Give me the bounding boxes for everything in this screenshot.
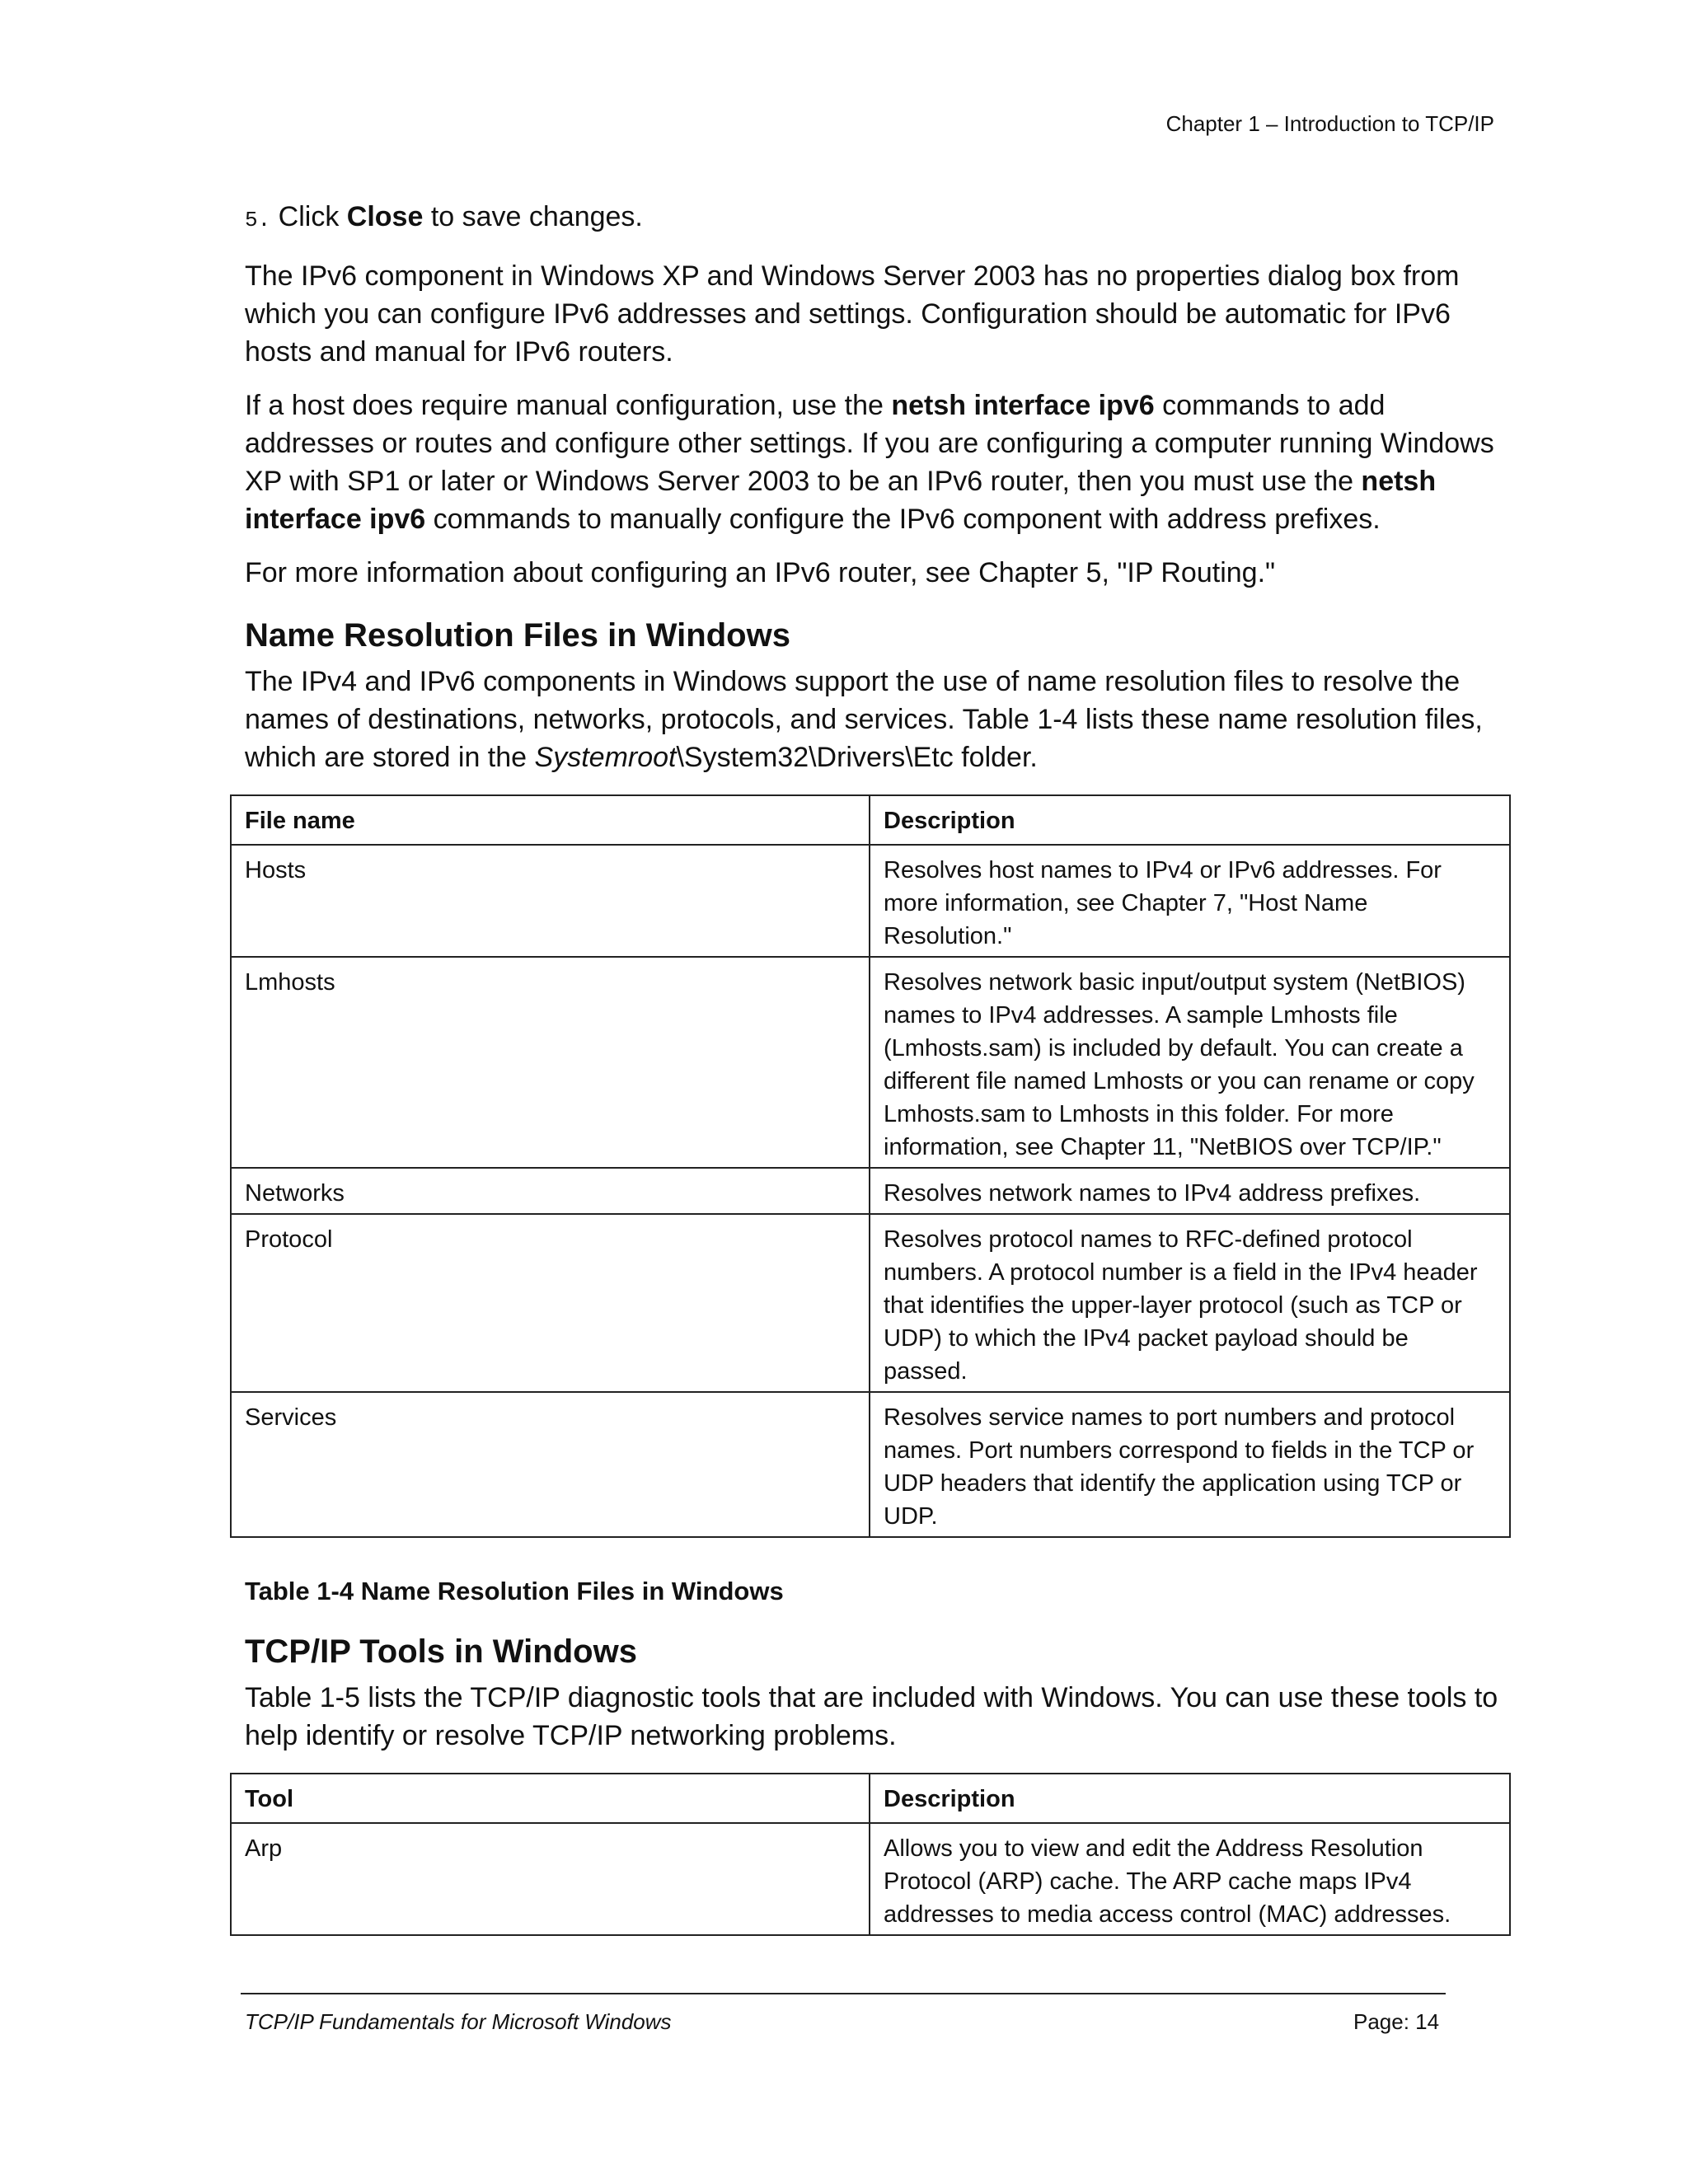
step-text-post: to save changes. <box>423 201 643 232</box>
table-row <box>231 845 1510 957</box>
paragraph-ipv6-component: The IPv6 component in Windows XP and Windows Server 2003 has no properties dialog box from which you can configure IPv6 addresses and settings. Configuration should be automatic for IPv6 hosts and manual for IPv6 routers. <box>245 260 1460 368</box>
text-segment: commands to manually configure the IPv6 component with address prefixes. <box>425 504 1381 535</box>
description-cell: Resolves network basic input/output system (NetBIOS) names to IPv4 addresses. A sample Lmhosts file (Lmhosts.sam) is included by default. You can create a different file named Lmhosts or you can rename or copy Lmhosts.sam to Lmhosts in this folder. For more information, see Chapter 11, "NetBIOS over TCP/IP." <box>870 957 1510 1168</box>
table-row <box>231 1392 1510 1537</box>
description-cell: Resolves network names to IPv4 address prefixes. <box>870 1168 1510 1214</box>
table-row <box>231 957 1510 1168</box>
footer-rule <box>241 1993 1446 1994</box>
heading-tcpip-tools: TCP/IP Tools in Windows <box>245 1633 637 1670</box>
name-resolution-table <box>230 794 1509 1538</box>
table-row <box>231 1823 1510 1935</box>
paragraph-name-resolution-intro <box>245 663 1506 776</box>
footer-book-title: TCP/IP Fundamentals for Microsoft Windows <box>245 2009 672 2034</box>
command-netsh-1: netsh interface ipv6 <box>891 390 1155 421</box>
description-cell: Resolves host names to IPv4 or IPv6 addresses. For more information, see Chapter 7, "Host Name Resolution." <box>870 845 1510 957</box>
column-header: File name <box>231 795 870 845</box>
step-close-term: Close <box>346 201 424 232</box>
text-segment: The IPv4 and IPv6 components in Windows support the use of name resolution files to resolve the names of destinations, networks, protocols, and services. Table 1-4 lists these name resolution files, which are stored in the <box>245 666 1483 773</box>
step-5 <box>245 198 1506 239</box>
footer-page-number: Page: 14 <box>1353 2009 1440 2034</box>
text-segment: If a host does require manual configuration, use the <box>245 390 892 421</box>
column-header: Description <box>870 1774 1510 1823</box>
table-row <box>231 1214 1510 1392</box>
description-cell: Resolves protocol names to RFC-defined protocol numbers. A protocol number is a field in the IPv4 header that identifies the upper-layer protocol (such as TCP or UDP) to which the IPv4 packet payload should be passed. <box>870 1214 1510 1392</box>
paragraph-tools-intro: Table 1-5 lists the TCP/IP diagnostic tools that are included with Windows. You can use these tools to help identify or resolve TCP/IP networking problems. <box>245 1682 1498 1751</box>
tool-name-cell: Arp <box>231 1823 870 1935</box>
step-number: 5. <box>245 208 271 232</box>
table-caption: Table 1-4 Name Resolution Files in Windows <box>245 1577 784 1605</box>
file-name-cell: Hosts <box>231 845 870 957</box>
text-segment: \System32\Drivers\Etc folder. <box>676 742 1038 773</box>
command-netsh-2: netsh interface ipv6 <box>245 466 1437 535</box>
table-header-row <box>231 1774 1510 1823</box>
paragraph-manual-config <box>245 387 1506 538</box>
file-name-cell: Networks <box>231 1168 870 1214</box>
paragraph-router-info: For more information about configuring an IPv6 router, see Chapter 5, "IP Routing." <box>245 557 1276 588</box>
table-row <box>231 1168 1510 1214</box>
file-name-cell: Lmhosts <box>231 957 870 1168</box>
running-header: Chapter 1 – Introduction to TCP/IP <box>1165 111 1494 136</box>
file-name-cell: Services <box>231 1392 870 1537</box>
text-segment: commands to add addresses or routes and configure other settings. If you are configuring a computer running Windows XP with SP1 or later or Windows Server 2003 to be an IPv6 router, then you must use the <box>245 390 1494 497</box>
step-text-pre: Click <box>270 201 347 232</box>
systemroot-term: Systemroot <box>534 742 677 773</box>
column-header: Tool <box>231 1774 870 1823</box>
table-header-row <box>231 795 1510 845</box>
description-cell: Resolves service names to port numbers and protocol names. Port numbers correspond to fields in the TCP or UDP headers that identify the application using TCP or UDP. <box>870 1392 1510 1537</box>
page-content <box>245 198 1506 1936</box>
column-header: Description <box>870 795 1510 845</box>
heading-name-resolution-files: Name Resolution Files in Windows <box>245 617 790 654</box>
description-cell: Allows you to view and edit the Address Resolution Protocol (ARP) cache. The ARP cache maps IPv4 addresses to media access control (MAC) addresses. <box>870 1823 1510 1935</box>
file-name-cell: Protocol <box>231 1214 870 1392</box>
tcpip-tools-table <box>230 1773 1509 1936</box>
